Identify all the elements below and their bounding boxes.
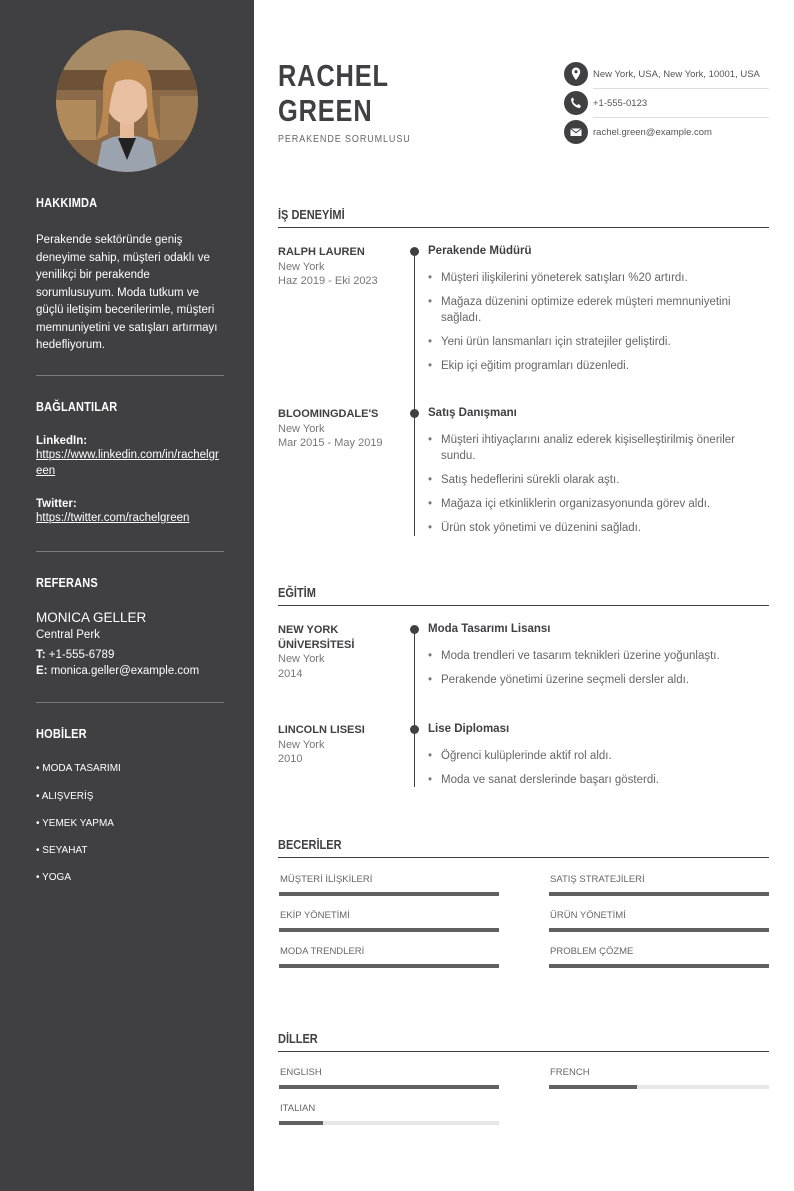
timeline-dot xyxy=(410,247,419,256)
skill-bar-fill xyxy=(549,964,769,968)
sidebar-divider xyxy=(36,551,224,552)
timeline-dot xyxy=(410,409,419,418)
education-bullet: • Moda trendleri ve tasarım teknikleri üzerine yoğunlaştı. xyxy=(428,648,763,664)
company-location: New York xyxy=(278,260,325,273)
timeline-dot xyxy=(410,725,419,734)
person-name xyxy=(278,58,389,128)
last-name: GREEN xyxy=(278,93,373,128)
education-bullet: • Öğrenci kulüplerinde aktif rol aldı. xyxy=(428,748,763,764)
language-name: ENGLISH xyxy=(280,1067,322,1078)
about-text: Perakende sektöründe geniş deneyime sahip, müşteri odaklı ve yenilikçi bir perakende sorumlusuyum. Moda tutkum ve güçlü iletişim becerilerimle, müşteri memnuniyetini ve satışları artırmayı hedefliyorum. xyxy=(36,234,218,351)
achievement-bullet: • Mağaza içi etkinliklerin organizasyonunda görev aldı. xyxy=(428,496,763,512)
twitter-link[interactable]: https://twitter.com/rachelgreen xyxy=(36,512,190,524)
achievement-bullet: • Satış hedeflerini sürekli olarak aştı. xyxy=(428,472,763,488)
achievement-bullet: • Mağaza düzenini optimize ederek müşteri memnuniyetini sağladı. xyxy=(428,294,763,326)
skill-bar-track xyxy=(279,928,499,932)
hobby-item: • YEMEK YAPMA xyxy=(36,818,114,829)
employment-dates: Haz 2019 - Eki 2023 xyxy=(278,275,378,287)
education-heading xyxy=(278,584,769,602)
reference-block xyxy=(36,610,224,679)
hobby-item: • YOGA xyxy=(36,872,71,883)
skill-bar-track xyxy=(279,892,499,896)
linkedin-label: LinkedIn: xyxy=(36,435,88,447)
school-name: NEW YORK xyxy=(278,624,339,636)
first-name: RACHEL xyxy=(278,58,389,93)
skills-heading xyxy=(278,836,769,854)
skills-heading-text: BECERİLER xyxy=(278,838,342,852)
about-section xyxy=(36,196,224,210)
language-bar-fill xyxy=(279,1085,499,1089)
skill-bar-fill xyxy=(279,928,499,932)
skill-bar-fill xyxy=(279,892,499,896)
timeline-line xyxy=(414,251,415,536)
language-bar-fill xyxy=(279,1121,323,1125)
hobby-item: • SEYAHAT xyxy=(36,845,88,856)
sidebar-divider xyxy=(36,702,224,703)
language-bar-fill xyxy=(549,1085,637,1089)
contact-email-row xyxy=(564,118,769,147)
language-name: FRENCH xyxy=(550,1067,590,1078)
reference-email: monica.geller@example.com xyxy=(50,665,200,677)
skill-name: MODA TRENDLERİ xyxy=(280,946,365,957)
contact-address: New York, USA, New York, 10001, USA xyxy=(593,69,760,80)
location-pin-icon xyxy=(564,62,588,86)
education-heading-text: EĞİTİM xyxy=(278,586,316,600)
timeline-dot xyxy=(410,625,419,634)
hobbies-heading-wrap xyxy=(36,727,224,741)
skill-bar-fill xyxy=(279,964,499,968)
reference-phone-line xyxy=(36,647,224,663)
graduation-year: 2010 xyxy=(278,753,303,765)
experience-entry-meta xyxy=(278,245,398,289)
degree-title: Lise Diploması xyxy=(428,723,510,735)
school-location: New York xyxy=(278,738,325,751)
reference-heading: REFERANS xyxy=(36,576,98,590)
skill-item xyxy=(279,946,499,957)
achievement-bullet: • Müşteri ihtiyaçlarını analiz ederek kişiselleştirilmiş öneriler sundu. xyxy=(428,432,763,464)
skill-name: MÜŞTERİ İLİŞKİLERİ xyxy=(280,874,373,885)
twitter-link-block xyxy=(36,498,224,526)
phone-icon xyxy=(564,91,588,115)
achievement-bullet: • Ekip içi eğitim programları düzenledi. xyxy=(428,358,763,374)
graduation-year: 2014 xyxy=(278,667,303,680)
education-entry-meta xyxy=(278,623,398,681)
reference-phone: +1-555-6789 xyxy=(48,649,115,661)
language-bar-track xyxy=(549,1085,769,1089)
reference-heading-wrap xyxy=(36,576,224,590)
contact-email: rachel.green@example.com xyxy=(593,127,712,138)
skill-bar-track xyxy=(549,928,769,932)
skill-bar-track xyxy=(549,892,769,896)
twitter-label: Twitter: xyxy=(36,498,77,510)
achievement-bullet: • Yeni ürün lansmanları için stratejiler geliştirdi. xyxy=(428,334,763,350)
skill-bar-fill xyxy=(549,928,769,932)
skill-item xyxy=(549,946,769,957)
language-item xyxy=(549,1067,769,1078)
hobby-item: • ALIŞVERİŞ xyxy=(36,791,94,802)
experience-heading xyxy=(278,206,769,224)
education-entry-meta xyxy=(278,723,398,767)
reference-phone-label: T: xyxy=(36,649,46,661)
degree-title: Moda Tasarımı Lisansı xyxy=(428,623,551,635)
skill-item xyxy=(549,910,769,921)
skill-name: PROBLEM ÇÖZME xyxy=(550,946,634,957)
languages-heading-text: DİLLER xyxy=(278,1032,318,1046)
languages-heading xyxy=(278,1030,769,1048)
sidebar-divider xyxy=(36,375,224,376)
experience-entry-meta xyxy=(278,407,398,451)
contact-phone-row xyxy=(564,89,769,118)
timeline-line xyxy=(414,629,415,787)
sidebar xyxy=(0,0,254,1191)
education-bullet: • Perakende yönetimi üzerine seçmeli dersler aldı. xyxy=(428,672,763,688)
school-name-cont: ÜNİVERSİTESİ xyxy=(278,638,355,651)
company-name: BLOOMINGDALE'S xyxy=(278,408,379,420)
skill-item xyxy=(279,874,499,885)
contact-address-row xyxy=(564,60,769,89)
employment-dates: Mar 2015 - May 2019 xyxy=(278,437,383,449)
linkedin-link[interactable]: https://www.linkedin.com/in/rachelgreen xyxy=(36,449,219,477)
language-bar-track xyxy=(279,1085,499,1089)
linkedin-link-block xyxy=(36,435,224,479)
language-name: ITALIAN xyxy=(280,1103,316,1114)
skill-bar-track xyxy=(549,964,769,968)
education-bullet: • Moda ve sanat derslerinde başarı gösterdi. xyxy=(428,772,763,788)
experience-heading-text: İŞ DENEYİMİ xyxy=(278,208,345,222)
skill-item xyxy=(279,910,499,921)
reference-company: Central Perk xyxy=(36,629,100,641)
reference-email-line xyxy=(36,663,224,679)
language-item xyxy=(279,1103,499,1114)
achievement-bullet: • Müşteri ilişkilerini yöneterek satışları %20 artırdı. xyxy=(428,270,763,286)
skill-bar-track xyxy=(279,964,499,968)
email-icon xyxy=(564,120,588,144)
skill-name: EKİP YÖNETİMİ xyxy=(280,910,350,921)
section-rule xyxy=(278,605,769,606)
position-title: Perakende Müdürü xyxy=(428,245,532,257)
reference-email-label: E: xyxy=(36,665,48,677)
skill-name: ÜRÜN YÖNETİMİ xyxy=(550,910,626,921)
reference-name: MONICA GELLER xyxy=(36,610,147,625)
section-rule xyxy=(278,227,769,228)
links-heading: BAĞLANTILAR xyxy=(36,400,118,414)
company-location: New York xyxy=(278,422,325,435)
avatar xyxy=(56,30,198,172)
achievement-bullet: • Ürün stok yönetimi ve düzenini sağladı. xyxy=(428,520,763,536)
skill-name: SATIŞ STRATEJİLERİ xyxy=(550,874,645,885)
hobby-item: • MODA TASARIMI xyxy=(36,763,121,774)
company-name: RALPH LAUREN xyxy=(278,246,365,258)
section-rule xyxy=(278,857,769,858)
skill-bar-fill xyxy=(549,892,769,896)
links-heading-wrap xyxy=(36,400,224,414)
hobbies-heading: HOBİLER xyxy=(36,727,87,741)
language-bar-track xyxy=(279,1121,499,1125)
about-heading: HAKKIMDA xyxy=(36,196,98,210)
school-location: New York xyxy=(278,653,325,665)
contact-phone: +1-555-0123 xyxy=(593,98,648,109)
position-title: Satış Danışmanı xyxy=(428,407,517,419)
section-rule xyxy=(278,1051,769,1052)
job-title: PERAKENDE SORUMLUSU xyxy=(278,134,411,145)
language-item xyxy=(279,1067,499,1078)
school-name: LINCOLN LISESI xyxy=(278,724,365,736)
skill-item xyxy=(549,874,769,885)
